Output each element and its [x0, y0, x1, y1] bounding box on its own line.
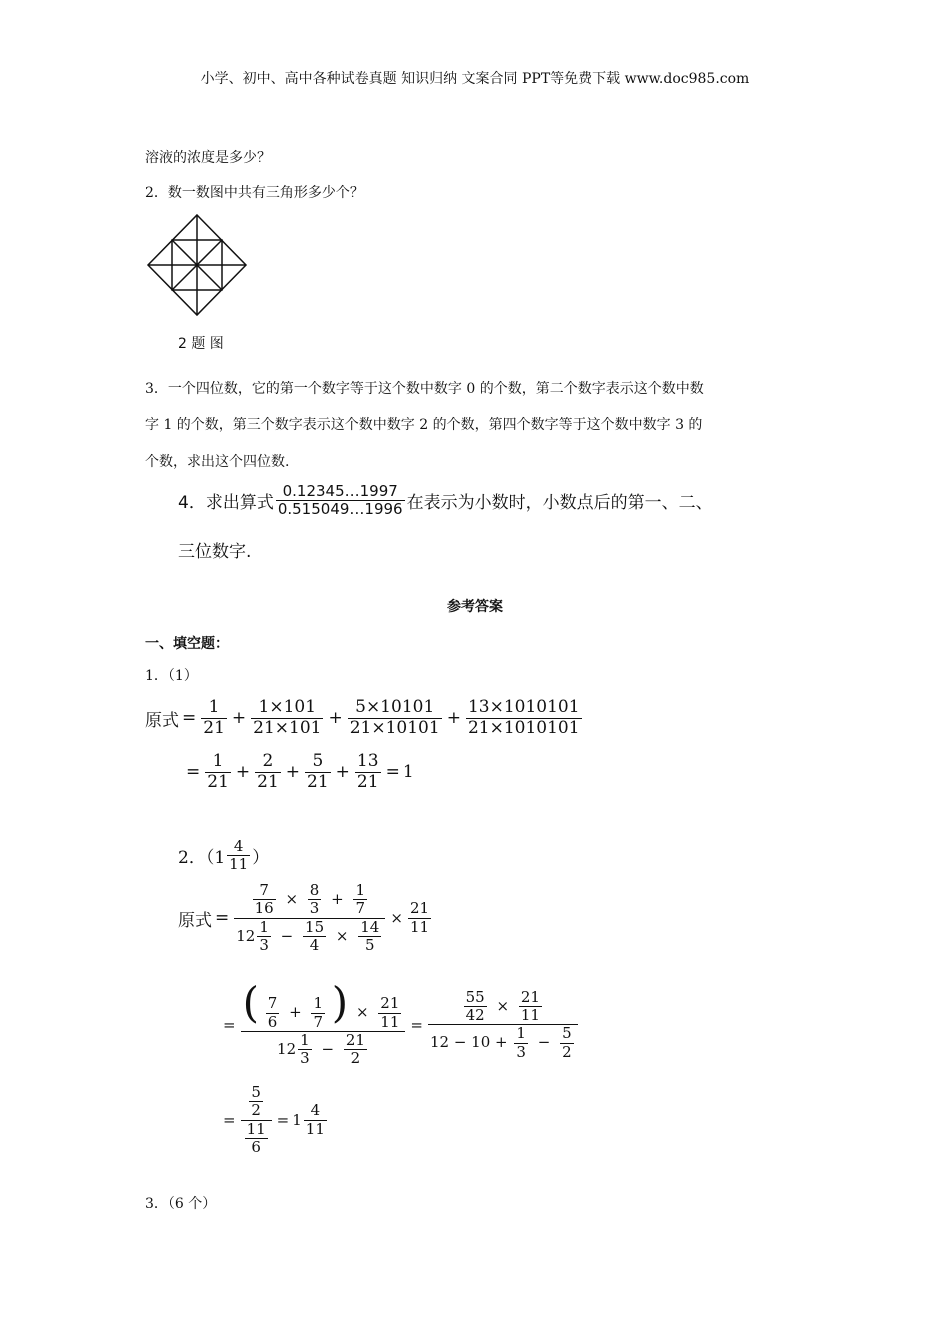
- answers-title: 参考答案: [447, 599, 503, 615]
- minus-sign: −: [321, 1039, 335, 1058]
- answer-3: 3．（6 个）: [145, 1196, 217, 1212]
- numerator: 1: [300, 1030, 310, 1049]
- fraction: [344, 1032, 367, 1068]
- denominator: 11: [409, 917, 430, 936]
- answer-2-close: ）: [252, 848, 270, 869]
- denominator: 3: [516, 1042, 526, 1061]
- fraction: [255, 752, 281, 792]
- fraction: [227, 838, 250, 874]
- fraction: [514, 1025, 528, 1061]
- equals-sign: =: [223, 1111, 236, 1129]
- compound-fraction: [241, 978, 406, 1068]
- denominator: 16: [254, 899, 274, 918]
- result: 1: [402, 762, 414, 783]
- denominator: 42: [465, 1006, 485, 1025]
- whole: 1: [292, 1111, 302, 1129]
- fraction: [298, 1032, 312, 1068]
- equals-sign: =: [410, 1015, 423, 1034]
- numerator: 5×10101: [348, 698, 442, 719]
- denominator: 3: [300, 1049, 310, 1067]
- compound-numerator: [234, 882, 385, 919]
- numerator: 1: [516, 1024, 526, 1043]
- denominator: 21: [203, 717, 225, 738]
- denominator: 21: [207, 771, 229, 792]
- plus-sign: +: [446, 708, 461, 729]
- numerator: 2: [255, 752, 281, 773]
- times-sign: ×: [496, 996, 510, 1015]
- numerator: 1: [313, 994, 323, 1013]
- numerator: 4: [227, 838, 250, 856]
- numerator: 1: [205, 752, 231, 773]
- denominator: 7: [313, 1012, 323, 1031]
- question-4-suffix: 在表示为小数时，小数点后的第一、二、: [406, 493, 713, 514]
- numerator: 5: [562, 1024, 572, 1043]
- question-4-numerator: 0.12345…1997: [276, 483, 405, 501]
- fraction: [353, 882, 367, 918]
- mixed-number: [277, 1032, 314, 1068]
- compound-denominator: [241, 1032, 406, 1068]
- fraction: [308, 882, 322, 918]
- equals-sign: =: [186, 762, 201, 783]
- denominator: 2: [562, 1042, 572, 1061]
- denominator: 6: [267, 1012, 278, 1031]
- numerator: 5: [251, 1083, 261, 1101]
- fraction: [304, 1102, 327, 1138]
- denominator: 2: [251, 1101, 261, 1120]
- numerator: 21: [380, 994, 400, 1013]
- fraction: [303, 919, 326, 955]
- plus-sign: +: [289, 1003, 302, 1021]
- question-3-line-2: 字 1 的个数，第三个数字表示这个数中数字 2 的个数，第四个数字等于这个数中数字 3 的: [145, 417, 703, 433]
- fraction: [466, 698, 582, 738]
- yuanshi-label: 原式: [178, 910, 212, 931]
- fraction: [464, 989, 487, 1025]
- equals-sign: =: [223, 1015, 236, 1034]
- fraction: [560, 1025, 574, 1061]
- numerator: 21: [409, 899, 430, 918]
- compound-denominator: [241, 1121, 272, 1157]
- figure-caption: 2 题 图: [178, 336, 224, 352]
- fraction: [253, 882, 276, 918]
- right-paren: ): [331, 978, 349, 1027]
- fraction: [251, 698, 323, 738]
- times-sign: ×: [335, 926, 349, 945]
- denominator-prefix: 12 − 10 +: [429, 1033, 508, 1052]
- answer-2-row-3: [220, 1084, 329, 1156]
- denominator: 4: [309, 936, 320, 955]
- denominator: 6: [251, 1137, 261, 1156]
- numerator: 7: [253, 882, 276, 900]
- compound-denominator: [234, 919, 385, 955]
- plus-sign: +: [331, 889, 344, 908]
- mixed-number: [236, 919, 273, 955]
- question-1-tail: 溶液的浓度是多少？: [145, 150, 271, 166]
- denominator: 21: [257, 771, 279, 792]
- fraction: [205, 752, 231, 792]
- mixed-number: [292, 1102, 329, 1138]
- numerator: 1×101: [251, 698, 323, 719]
- denominator: 11: [520, 1006, 540, 1025]
- denominator: 7: [355, 899, 366, 918]
- numerator: 13×1010101: [467, 697, 580, 717]
- numerator: 55: [465, 987, 485, 1006]
- compound-numerator: [428, 989, 578, 1026]
- fraction: [358, 919, 381, 955]
- numerator: 21: [520, 987, 540, 1006]
- fraction: [519, 989, 542, 1025]
- denominator: 2: [350, 1049, 361, 1068]
- fraction: [266, 995, 280, 1031]
- question-2-text: 2．数一数图中共有三角形多少个？: [145, 185, 364, 201]
- numerator: 14: [360, 917, 380, 936]
- compound-numerator: [241, 978, 406, 1032]
- answer-1-row-1: [145, 698, 584, 738]
- question-4-denominator: 0.515049…1996: [277, 500, 403, 519]
- times-sign: ×: [390, 909, 403, 928]
- denominator: 11: [380, 1012, 400, 1031]
- fraction: [348, 698, 442, 738]
- whole: 12: [277, 1039, 297, 1058]
- answer-1-row-2: [183, 752, 414, 792]
- equals-sign: =: [276, 1111, 290, 1129]
- numerator: 8: [309, 881, 320, 899]
- fraction: [305, 752, 331, 792]
- denominator: 21: [307, 771, 329, 792]
- fraction: [201, 698, 227, 738]
- answer-1-label: 1．（1）: [145, 668, 198, 684]
- compound-fraction: [234, 882, 385, 954]
- question-4-prefix: 4．求出算式: [178, 493, 274, 514]
- denominator: 3: [309, 899, 320, 918]
- plus-sign: +: [285, 762, 301, 783]
- minus-sign: −: [280, 926, 294, 945]
- denominator: 11: [229, 855, 249, 874]
- minus-sign: −: [537, 1033, 551, 1052]
- numerator: 1: [259, 917, 269, 936]
- page-header: 小学、初中、高中各种试卷真题 知识归纳 文案合同 PPT等免费下载 www.doc985.com: [200, 71, 750, 87]
- times-sign: ×: [355, 1003, 369, 1021]
- numerator: 13: [356, 751, 379, 771]
- question-3-line-3: 个数，求出这个四位数.: [145, 454, 290, 470]
- fraction: [355, 752, 381, 792]
- fraction: [245, 1121, 268, 1157]
- numerator: 5: [305, 752, 331, 773]
- answer-2-row-2: [220, 978, 580, 1068]
- compound-denominator: [428, 1025, 578, 1061]
- plus-sign: +: [231, 708, 247, 729]
- numerator: 4: [304, 1102, 327, 1120]
- numerator: 11: [246, 1119, 266, 1138]
- answers-section-fill: 一、填空题：: [145, 636, 229, 652]
- denominator: 21: [356, 771, 379, 792]
- question-4-line-2: 三位数字.: [178, 542, 252, 562]
- fraction: [378, 995, 401, 1031]
- fraction: [249, 1084, 263, 1120]
- denominator: 11: [305, 1119, 325, 1138]
- fraction: [257, 919, 271, 955]
- plus-sign: +: [235, 762, 251, 783]
- triangle-figure: [145, 212, 249, 318]
- denominator: 21×10101: [349, 717, 440, 738]
- answer-2-prefix: 2．（1: [178, 848, 226, 869]
- question-4: [178, 483, 713, 519]
- compound-fraction: [428, 989, 578, 1061]
- equals-sign: =: [182, 708, 197, 729]
- denominator: 3: [259, 935, 269, 954]
- compound-numerator: [241, 1084, 272, 1121]
- fraction: [408, 900, 431, 936]
- whole: 12: [236, 926, 256, 945]
- answer-2-label: [178, 838, 269, 874]
- numerator: 21: [345, 1031, 365, 1050]
- fraction: [311, 995, 325, 1031]
- answer-2-row-1: [178, 882, 433, 954]
- left-paren: (: [242, 978, 259, 1027]
- plus-sign: +: [335, 762, 350, 783]
- numerator: 1: [355, 881, 366, 899]
- equals-sign: =: [385, 762, 400, 783]
- numerator: 7: [267, 994, 278, 1013]
- times-sign: ×: [285, 889, 299, 908]
- plus-sign: +: [328, 708, 343, 729]
- denominator: 5: [365, 936, 375, 955]
- question-3-line-1: 3．一个四位数，它的第一个数字等于这个数中数字 0 的个数，第二个数字表示这个数中数: [145, 381, 704, 397]
- equals-sign: =: [215, 908, 230, 929]
- yuanshi-label: 原式: [145, 710, 179, 731]
- denominator: 21×1010101: [467, 717, 580, 738]
- denominator: 21×101: [253, 717, 322, 738]
- numerator: 15: [305, 917, 325, 936]
- compound-fraction: [241, 1084, 272, 1156]
- question-4-fraction: [276, 483, 405, 519]
- numerator: 1: [201, 698, 227, 719]
